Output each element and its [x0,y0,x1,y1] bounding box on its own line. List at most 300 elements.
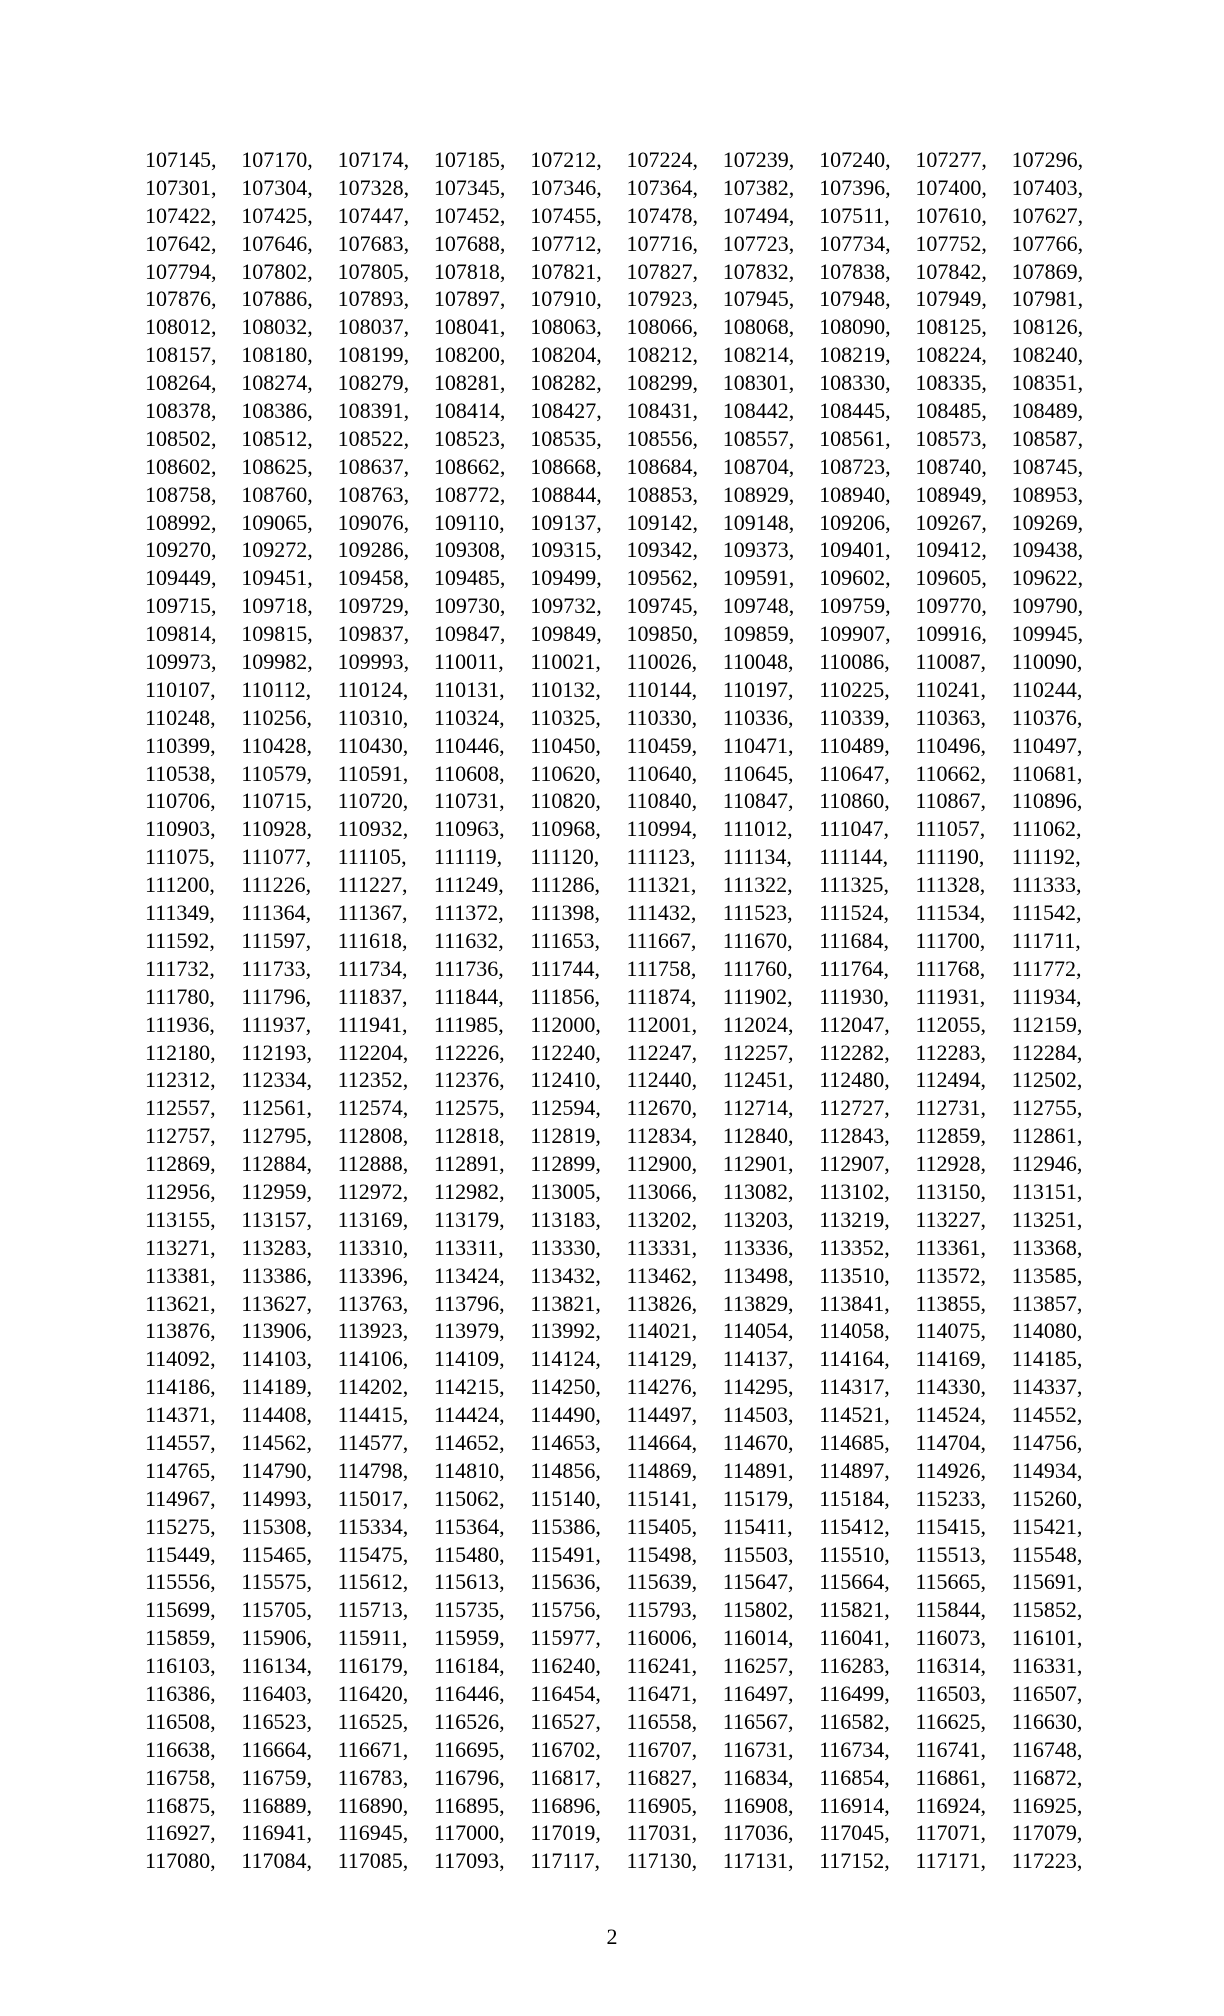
number-entry: 116854, [819,1764,890,1790]
number-entry: 115275, [145,1513,216,1539]
number-entry: 114109, [433,1346,505,1372]
number-entry: 116896, [530,1792,601,1818]
number-entry: 116927, [145,1820,216,1846]
number-entry: 115699, [145,1597,216,1623]
number-entry: 112946, [1011,1151,1083,1177]
number-entry: 109837, [337,621,410,647]
number-entry: 111764, [819,955,889,981]
number-entry: 115491, [530,1541,601,1567]
number-entry: 107723, [722,230,795,256]
number-entry: 115705, [241,1597,312,1623]
number-entry: 108037, [337,314,410,340]
number-entry: 110459, [626,732,698,758]
number-entry: 107296, [1011,147,1084,172]
number-entry: 110538, [145,760,216,786]
number-entry: 116783, [337,1764,409,1790]
number-entry: 113585, [1011,1262,1083,1288]
number-entry: 112843, [819,1123,890,1149]
number-entry: 111542, [1011,900,1082,926]
number-entry: 110903, [145,816,216,842]
number-entry: 112494, [915,1067,987,1093]
number-entry: 109849, [530,621,602,647]
number-entry: 107239, [722,147,795,172]
number-entry: 107642, [145,230,217,256]
number-entry: 111684, [819,927,889,953]
number-row [145,1290,1108,1318]
number-row [145,1596,1108,1624]
number-row [145,1401,1108,1429]
number-row [145,592,1108,620]
number-entry: 110048, [722,649,794,675]
number-entry: 110471, [722,732,794,758]
number-row [145,1373,1108,1401]
number-entry: 116872, [1011,1764,1083,1790]
number-entry: 116567, [722,1708,794,1734]
number-entry: 107382, [722,174,795,200]
number-entry: 111012, [722,816,793,842]
number-entry: 114317, [819,1374,890,1400]
number-entry: 107981, [1011,286,1084,312]
number-entry: 114521, [819,1402,890,1428]
number-entry: 109814, [145,621,217,647]
number-entry: 111780, [145,983,215,1009]
number-row [145,843,1108,871]
number-entry: 115548, [1011,1541,1083,1567]
number-entry: 111711, [1011,927,1081,953]
number-entry: 108668, [530,453,602,479]
number-entry: 112410, [530,1067,601,1093]
number-entry: 109458, [337,565,410,591]
number-entry: 116014, [722,1625,794,1651]
number-entry: 108199, [337,342,410,368]
number-entry: 115260, [1011,1485,1083,1511]
number-row [145,1234,1108,1262]
number-entry: 110225, [819,676,890,702]
number-entry: 107886, [241,286,313,312]
number-entry: 113352, [819,1234,890,1260]
number-entry: 110860, [819,788,890,814]
number-entry: 107897, [433,286,506,312]
number-entry: 112376, [433,1067,505,1093]
number-entry: 111844, [433,983,504,1009]
number-entry: 108330, [819,370,891,396]
number-entry: 116403, [241,1680,312,1706]
number-entry: 116827, [626,1764,698,1790]
number-entry: 116523, [241,1708,312,1734]
number-entry: 117093, [433,1848,505,1874]
number-entry: 111768, [915,955,986,981]
number-entry: 108214, [722,342,795,368]
number-entry: 114408, [241,1402,312,1428]
number-entry: 116454, [530,1680,601,1706]
number-entry: 116558, [626,1708,698,1734]
number-entry: 113330, [530,1234,601,1260]
number-entry: 117000, [433,1820,505,1846]
number-entry: 114704, [915,1429,987,1455]
number-entry: 113396, [337,1262,409,1288]
number-entry: 115364, [433,1513,505,1539]
number-entry: 112928, [915,1151,987,1177]
number-entry: 116499, [819,1680,890,1706]
number-entry: 116527, [530,1708,601,1734]
number-row [145,258,1108,286]
number-entry: 114250, [530,1374,601,1400]
number-entry: 115636, [530,1569,601,1595]
number-entry: 110963, [433,816,505,842]
number-entry: 115713, [337,1597,409,1623]
number-entry: 111930, [819,983,889,1009]
number-entry: 115421, [1011,1513,1083,1539]
number-entry: 113361, [915,1234,987,1260]
number-entry: 111936, [145,1011,215,1037]
number-entry: 113368, [1011,1234,1083,1260]
number-entry: 113510, [819,1262,890,1288]
number-row [145,732,1108,760]
number-entry: 115405, [626,1513,698,1539]
number-entry: 109945, [1011,621,1084,647]
number-entry: 114897, [819,1457,890,1483]
number-entry: 113183, [530,1206,601,1232]
number-entry: 111632, [433,927,504,953]
number-entry: 115449, [145,1541,216,1567]
number-entry: 115802, [722,1597,794,1623]
number-entry: 114993, [241,1485,312,1511]
number-entry: 108212, [626,342,698,368]
number-entry: 113150, [915,1178,987,1204]
number-entry: 108557, [722,425,795,451]
number-entry: 109401, [819,537,891,563]
number-entry: 108066, [626,314,698,340]
number-entry: 111733, [241,955,312,981]
number-entry: 115475, [337,1541,409,1567]
number-entry: 108953, [1011,481,1084,507]
number-entry: 115612, [337,1569,409,1595]
number-entry: 113857, [1011,1290,1083,1316]
number-entry: 110011, [433,649,504,675]
number-entry: 110496, [915,732,987,758]
number-entry: 116834, [722,1764,794,1790]
number-entry: 108414, [433,398,506,424]
number-entry: 109315, [530,537,602,563]
number-entry: 111670, [722,927,793,953]
number-entry: 113311, [433,1234,504,1260]
number-entry: 115513, [915,1541,987,1567]
number-entry: 108200, [433,342,506,368]
number-entry: 110820, [530,788,601,814]
number-entry: 114967, [145,1485,216,1511]
number-entry: 115480, [433,1541,505,1567]
number-entry: 116741, [915,1736,987,1762]
number-entry: 109745, [626,593,698,619]
number-entry: 111523, [722,900,793,926]
number-entry: 112956, [145,1178,216,1204]
number-entry: 108224, [915,342,987,368]
number-row [145,230,1108,258]
number-entry: 112024, [722,1011,794,1037]
number-entry: 117071, [915,1820,987,1846]
number-entry: 116331, [1011,1653,1083,1679]
number-entry: 114164, [819,1346,890,1372]
number-entry: 110363, [915,704,987,730]
number-entry: 116889, [241,1792,312,1818]
number-entry: 108556, [626,425,698,451]
number-entry: 114756, [1011,1429,1083,1455]
number-row [145,1094,1108,1122]
number-entry: 113386, [241,1262,312,1288]
number-row [145,1541,1108,1569]
number-entry: 111874, [626,983,697,1009]
number-entry: 116638, [145,1736,216,1762]
number-entry: 114103, [241,1346,312,1372]
number-entry: 109730, [433,593,506,619]
number-entry: 117223, [1011,1848,1083,1874]
number-entry: 113826, [626,1290,698,1316]
number-entry: 111772, [1011,955,1082,981]
number-entry: 116908, [722,1792,794,1818]
page-number: 2 [606,1924,618,1949]
number-entry: 116582, [819,1708,890,1734]
number-entry: 108940, [819,481,891,507]
number-row [145,1485,1108,1513]
number-entry: 108662, [433,453,506,479]
number-entry: 109286, [337,537,410,563]
number-entry: 107876, [145,286,217,312]
number-entry: 114129, [626,1346,698,1372]
number-entry: 116924, [915,1792,987,1818]
number-row [145,1819,1108,1847]
number-entry: 109850, [626,621,698,647]
number-entry: 114810, [433,1457,505,1483]
number-entry: 109270, [145,537,217,563]
number-entry: 116507, [1011,1680,1083,1706]
number-entry: 115647, [722,1569,794,1595]
number-entry: 114926, [915,1457,987,1483]
number-entry: 116734, [819,1736,890,1762]
number-entry: 108844, [530,481,602,507]
number-entry: 111937, [241,1011,312,1037]
number-entry: 115141, [626,1485,698,1511]
number-row [145,1764,1108,1792]
number-entry: 114185, [1011,1346,1083,1372]
number-entry: 109729, [337,593,410,619]
number-entry: 107893, [337,286,410,312]
number-entry: 113498, [722,1262,794,1288]
number-entry: 112284, [1011,1039,1083,1065]
number-entry: 108535, [530,425,602,451]
number-entry: 110336, [722,704,794,730]
number-entry: 110144, [626,676,698,702]
number-entry: 108745, [1011,453,1084,479]
number-entry: 108386, [241,398,313,424]
number-row [145,704,1108,732]
number-entry: 107869, [1011,258,1084,284]
number-entry: 108485, [915,398,987,424]
number-entry: 115793, [626,1597,698,1623]
number-entry: 110715, [241,788,312,814]
number-entry: 116905, [626,1792,698,1818]
number-entry: 112959, [241,1178,312,1204]
number-entry: 110124, [337,676,409,702]
number-entry: 115334, [337,1513,409,1539]
number-entry: 107646, [241,230,313,256]
number-entry: 112899, [530,1151,601,1177]
number-entry: 114577, [337,1429,409,1455]
number-entry: 110310, [337,704,409,730]
number-entry: 116817, [530,1764,601,1790]
number-entry: 115179, [722,1485,794,1511]
number-entry: 112574, [337,1095,409,1121]
number-entry: 117085, [337,1848,409,1874]
number-entry: 113082, [722,1178,794,1204]
number-entry: 108068, [722,314,795,340]
number-entry: 116526, [433,1708,505,1734]
number-entry: 112561, [241,1095,312,1121]
number-entry: 110608, [433,760,505,786]
number-entry: 113102, [819,1178,890,1204]
number-entry: 108279, [337,370,410,396]
number-entry: 116257, [722,1653,794,1679]
number-row [145,285,1108,313]
number-entry: 114664, [626,1429,698,1455]
number-entry: 116471, [626,1680,698,1706]
number-entry: 114075, [915,1318,987,1344]
number-entry: 107328, [337,174,410,200]
number-entry: 116314, [915,1653,987,1679]
number-entry: 114503, [722,1402,794,1428]
number-entry: 115556, [145,1569,216,1595]
number-entry: 113151, [1011,1178,1083,1204]
number-entry: 112982, [433,1178,505,1204]
number-entry: 110731, [433,788,505,814]
number-entry: 115756, [530,1597,601,1623]
number-row [145,927,1108,955]
number-entry: 113336, [722,1234,794,1260]
number-entry: 111985, [433,1011,504,1037]
number-entry: 107346, [530,174,602,200]
number-entry: 110197, [722,676,794,702]
number-row [145,313,1108,341]
number-entry: 113462, [626,1262,698,1288]
number-entry: 113841, [819,1290,890,1316]
number-row [145,1262,1108,1290]
number-entry: 113283, [241,1234,312,1260]
number-entry: 108512, [241,425,313,451]
number-row [145,676,1108,704]
number-entry: 113066, [626,1178,698,1204]
number-entry: 112594, [530,1095,601,1121]
number-entry: 114497, [626,1402,698,1428]
number-entry: 110706, [145,788,216,814]
number-entry: 116664, [241,1736,312,1762]
number-entry: 107170, [241,147,313,172]
number-entry: 108763, [337,481,410,507]
number-entry: 112907, [819,1151,890,1177]
number-entry: 112047, [819,1011,890,1037]
number-row [145,1624,1108,1652]
number-entry: 109748, [722,593,795,619]
number-entry: 113157, [241,1206,312,1232]
number-entry: 117036, [722,1820,794,1846]
number-entry: 108587, [1011,425,1084,451]
number-row [145,397,1108,425]
number-entry: 110330, [626,704,698,730]
number-entry: 108489, [1011,398,1084,424]
number-row [145,815,1108,843]
number-entry: 107224, [626,147,698,172]
number-entry: 116707, [626,1736,698,1762]
number-entry: 108637, [337,453,410,479]
number-entry: 108929, [722,481,795,507]
number-entry: 113203, [722,1206,794,1232]
number-entry: 114652, [433,1429,505,1455]
number-entry: 111653, [530,927,601,953]
number-entry: 115510, [819,1541,890,1567]
number-entry: 109605, [915,565,987,591]
number-entry: 112575, [433,1095,505,1121]
number-entry: 107802, [241,258,313,284]
number-row [145,1039,1108,1067]
number-entry: 110112, [241,676,312,702]
number-entry: 110896, [1011,788,1083,814]
number-entry: 111227, [337,872,408,898]
number-entry: 109269, [1011,509,1084,535]
number-entry: 109591, [722,565,795,591]
number-entry: 108378, [145,398,217,424]
number-entry: 115821, [819,1597,890,1623]
number-entry: 110399, [145,732,216,758]
number-entry: 110994, [626,816,698,842]
number-entry: 115691, [1011,1569,1083,1595]
number-entry: 111075, [145,844,215,870]
number-entry: 116184, [433,1653,505,1679]
number-entry: 114934, [1011,1457,1083,1483]
number-entry: 111736, [433,955,504,981]
number-entry: 108758, [145,481,217,507]
number-entry: 112861, [1011,1123,1083,1149]
number-entry: 116875, [145,1792,216,1818]
number-entry: 113219, [819,1206,890,1232]
number-row [145,202,1108,230]
number-entry: 108157, [145,342,217,368]
number-entry: 109076, [337,509,410,535]
number-entry: 110248, [145,704,216,730]
number-row [145,425,1108,453]
number-entry: 116101, [1011,1625,1083,1651]
number-entry: 112901, [722,1151,794,1177]
number-entry: 117131, [722,1848,794,1874]
number-entry: 108625, [241,453,313,479]
number-entry: 108772, [433,481,506,507]
number-entry: 113202, [626,1206,698,1232]
number-entry: 107712, [530,230,602,256]
number-entry: 110446, [433,732,505,758]
number-entry: 116134, [241,1653,312,1679]
number-entry: 107240, [819,147,891,172]
number-entry: 109267, [915,509,987,535]
number-entry: 116890, [337,1792,409,1818]
number-entry: 115465, [241,1541,312,1567]
number-entry: 114021, [626,1318,698,1344]
number-entry: 116914, [819,1792,890,1818]
number-entry: 110430, [337,732,409,758]
number-entry: 107805, [337,258,410,284]
number-row [145,453,1108,481]
number-entry: 112795, [241,1123,312,1149]
number-entry: 116625, [915,1708,987,1734]
number-entry: 111700, [915,927,986,953]
number-entry: 114186, [145,1374,216,1400]
number-entry: 111333, [1011,872,1082,898]
